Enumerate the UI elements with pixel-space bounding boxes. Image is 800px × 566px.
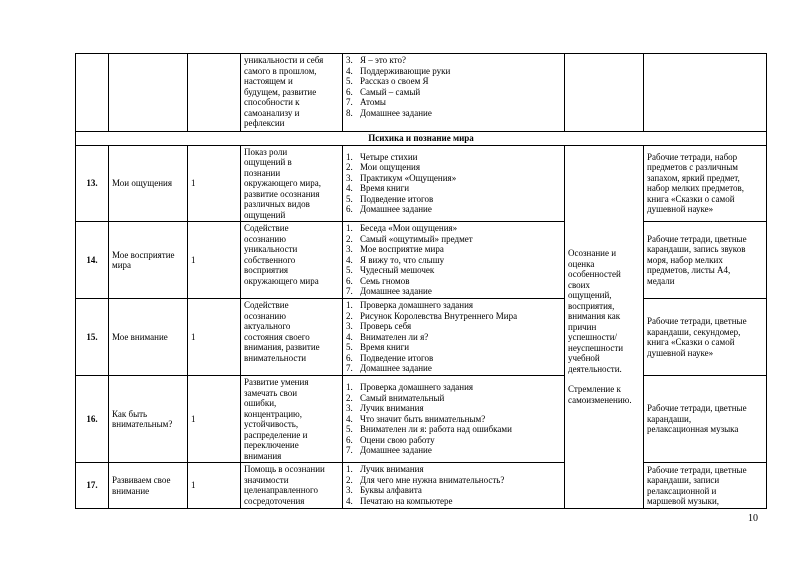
section-title: Психика и познание мира (76, 132, 767, 146)
list-item: 3. Я – это кто? (346, 55, 406, 65)
list-item: 7. Домашнее задание (346, 286, 432, 296)
page-number: 10 (748, 513, 758, 524)
list-item: 2. Мои ощущения (346, 162, 420, 173)
list-item: 4. Печатаю на компьютере (346, 495, 453, 506)
table-row (76, 299, 767, 376)
list-item: 8. Домашнее задание (346, 107, 432, 118)
list-item: 7. Атомы (346, 97, 386, 107)
lesson-number: 16. (76, 376, 109, 463)
steps-cell (343, 463, 565, 509)
goal-cell: уникальности и себя самого в прошлом, настоящем и будущем, развитие способности к самоанализу и рефлексии (241, 54, 343, 132)
list-item: 7. Домашнее задание (346, 445, 432, 456)
list-item: 1. Проверка домашнего задания (346, 382, 474, 393)
list-item: 2. Для чего мне нужна внимательность? (346, 474, 505, 485)
list-item: 6. Подведение итогов (346, 352, 434, 363)
lesson-hours: 1 (188, 145, 241, 222)
list-item: 5. Подведение итогов (346, 193, 434, 204)
list-item: 5. Чудесный мешочек (346, 265, 435, 275)
lesson-topic: Как быть внимательным? (109, 376, 188, 463)
steps-cell (343, 376, 565, 463)
list-item: 3. Мое восприятие мира (346, 244, 444, 254)
steps-list (346, 382, 561, 456)
topic-cell-empty (109, 54, 188, 132)
list-item: 6. Оцени свою работу (346, 434, 435, 445)
list-item: 4. Я вижу то, что слышу (346, 254, 445, 265)
table-row (76, 376, 767, 463)
lesson-plan-table (75, 53, 767, 509)
section-row (76, 132, 767, 146)
list-item: 5. Время книги (346, 342, 410, 352)
list-item: 4. Поддерживающие руки (346, 65, 451, 76)
list-item: 2. Рисунок Королевства Внутреннего Мира (346, 310, 518, 321)
materials-cell: Рабочие тетради, набор предметов с различным запахом, яркий предмет, набор мелких предметов, книга «Сказки о самой душевной науке» (644, 145, 767, 222)
list-item: 3. Практикум «Ощущения» (346, 172, 457, 183)
list-item: 7. Домашнее задание (346, 363, 432, 373)
steps-list (346, 300, 561, 374)
lesson-number: 15. (76, 299, 109, 376)
list-item: 2. Самый «ощутимый» предмет (346, 233, 473, 244)
hours-cell-empty (188, 54, 241, 132)
table-row (76, 54, 767, 132)
lesson-number: 14. (76, 222, 109, 299)
materials-cell: Рабочие тетради, цветные карандаши, релаксационная музыка (644, 376, 767, 463)
materials-cell-empty (644, 54, 767, 132)
materials-cell: Рабочие тетради, цветные карандаши, секундомер, книга «Сказки о самой душевной науке» (644, 299, 767, 376)
goal-cell: Содействие осознанию уникальности собственного восприятия окружающего мира (241, 222, 343, 299)
lesson-topic: Мое восприятие мира (109, 222, 188, 299)
materials-cell: Рабочие тетради, цветные карандаши, запись звуков моря, набор мелких предметов, листы А4, медали (644, 222, 767, 299)
steps-cell (343, 222, 565, 299)
table-row (76, 145, 767, 222)
goal-cell: Содействие осознанию актуального состояния своего внимания, развитие внимательности (241, 299, 343, 376)
steps-list (346, 152, 561, 215)
steps-list (346, 223, 561, 297)
list-item: 4. Что значит быть внимательным? (346, 413, 486, 424)
steps-list (346, 464, 561, 506)
goal-cell: Развитие умения замечать свои ошибки, концентрацию, устойчивость, распределение и переключение внимания (241, 376, 343, 463)
lesson-hours: 1 (188, 376, 241, 463)
list-item: 1. Лучик внимания (346, 464, 424, 474)
list-item: 1. Проверка домашнего задания (346, 300, 474, 310)
lesson-number: 17. (76, 463, 109, 509)
num-cell-empty (76, 54, 109, 132)
table-row (76, 463, 767, 509)
list-item: 3. Лучик внимания (346, 403, 424, 414)
list-item: 6. Домашнее задание (346, 204, 432, 215)
lesson-topic: Мое внимание (109, 299, 188, 376)
list-item: 5. Рассказ о своем Я (346, 76, 429, 86)
table-row (76, 222, 767, 299)
list-item: 5. Внимателен ли я: работа над ошибками (346, 424, 512, 435)
materials-cell: Рабочие тетради, цветные карандаши, записи релаксационной и маршевой музыки, (644, 463, 767, 509)
list-item: 2. Самый внимательный (346, 392, 445, 403)
list-item: 1. Беседа «Мои ощущения» (346, 223, 458, 233)
steps-cell (343, 145, 565, 222)
list-item: 6. Самый – самый (346, 86, 421, 97)
lesson-hours: 1 (188, 299, 241, 376)
lesson-topic: Развиваем свое внимание (109, 463, 188, 509)
lesson-hours: 1 (188, 222, 241, 299)
steps-cell (343, 299, 565, 376)
list-item: 6. Семь гномов (346, 275, 410, 286)
list-item: 4. Время книги (346, 183, 410, 194)
result-cell-empty (565, 54, 644, 132)
list-item: 3. Буквы алфавита (346, 485, 422, 495)
goal-cell: Помощь в осознании значимости целенаправленного сосредоточения (241, 463, 343, 509)
steps-list (346, 55, 561, 118)
lesson-hours: 1 (188, 463, 241, 509)
list-item: 4. Внимателен ли я? (346, 331, 429, 342)
list-item: 1. Четыре стихии (346, 151, 418, 162)
steps-cell (343, 54, 565, 132)
goal-cell: Показ роли ощущений в познании окружающего мира, развитие осознания различных видов ощущений (241, 145, 343, 222)
lesson-number: 13. (76, 145, 109, 222)
lesson-topic: Мои ощущения (109, 145, 188, 222)
list-item: 3. Проверь себя (346, 321, 412, 331)
expected-results-cell: Осознание и оценка особенностей своих ощущений, восприятия, внимания как причин успешности/ неуспешности учебной деятельности. Стремление к самоизменению. (565, 145, 644, 509)
